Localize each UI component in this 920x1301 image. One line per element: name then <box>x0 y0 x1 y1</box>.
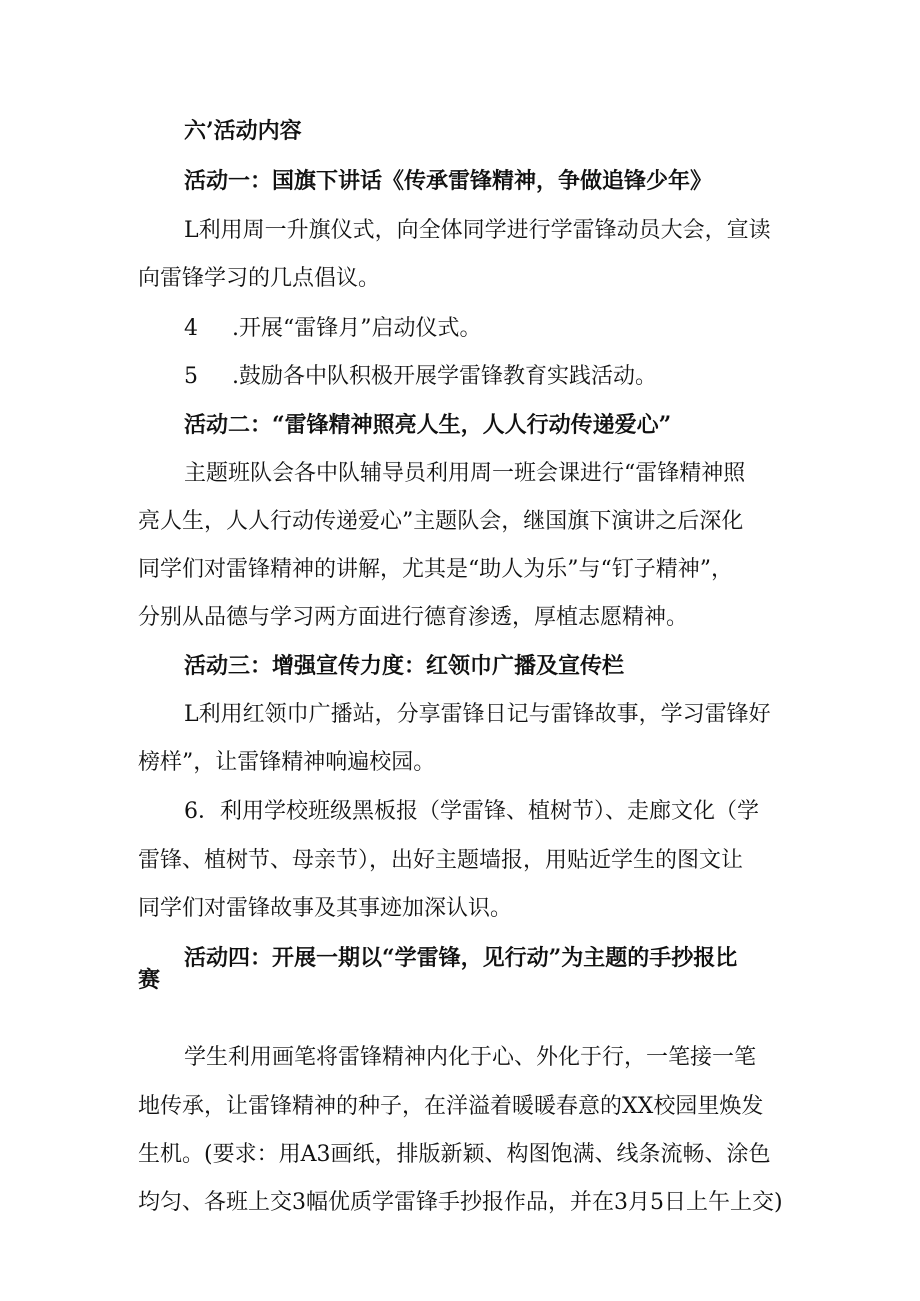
activity3-paragraph-line: 榜样”，让雷锋精神响遍校园。 <box>138 750 436 775</box>
activity3-paragraph-line: L利用红领巾广播站，分享雷锋日记与雷锋故事，学习雷锋好 <box>184 702 771 727</box>
activity4-heading-continued: 赛 <box>138 967 161 993</box>
activity4-heading: 活动四：开展一期以“学雷锋，见行动”为主题的手抄报比 <box>184 945 738 971</box>
activity3-paragraph-line: 雷锋、植树节、母亲节），出好主题墙报，用贴近学生的图文让 <box>138 848 744 873</box>
activity4-paragraph-line: 均匀、各班上交3幅优质学雷锋手抄报作品，并在3月5日上午上交) <box>138 1190 783 1215</box>
activity2-paragraph-line: 亮人生，人人行动传递爱心”主题队会，继国旗下演讲之后深化 <box>138 509 744 534</box>
item-text: .鼓励各中队积极开展学雷锋教育实践活动。 <box>232 364 657 389</box>
section-title: 六’活动内容 <box>184 118 302 144</box>
item-text: .开展“雷锋月”启动仪式。 <box>232 316 482 341</box>
activity1-heading: 活动一：国旗下讲话《传承雷锋精神，争做追锋少年》 <box>184 168 713 194</box>
activity1-item-5 <box>184 362 657 392</box>
activity3-heading: 活动三：增强宣传力度：红领巾广播及宣传栏 <box>184 653 625 679</box>
activity2-paragraph-line: 同学们对雷锋精神的讲解，尤其是“助人为乐”与“钉子精神”， <box>138 557 733 582</box>
activity3-paragraph-line: 同学们对雷锋故事及其事迹加深认识。 <box>138 896 513 921</box>
activity2-paragraph-line: 主题班队会各中队辅导员利用周一班会课进行“雷锋精神照 <box>184 461 746 486</box>
activity3-paragraph-line: 6．利用学校班级黑板报（学雷锋、植树节）、走廊文化（学 <box>184 799 759 824</box>
activity4-paragraph-line: 学生利用画笔将雷锋精神内化于心、外化于行，一笔接一笔 <box>184 1045 757 1070</box>
item-number: 4 <box>184 316 198 341</box>
activity2-heading: 活动二：“雷锋精神照亮人生，人人行动传递爱心” <box>184 412 672 438</box>
activity1-paragraph-line: L利用周一升旗仪式，向全体同学进行学雷锋动员大会，宣读 <box>184 218 771 243</box>
activity4-paragraph-line: 生机。(要求：用A3画纸，排版新颖、构图饱满、线条流畅、涂色 <box>138 1142 771 1167</box>
activity1-paragraph-line: 向雷锋学习的几点倡议。 <box>138 266 381 291</box>
activity2-paragraph-line: 分别从品德与学习两方面进行德育渗透，厚植志愿精神。 <box>138 605 689 630</box>
activity1-item-4 <box>184 314 482 344</box>
item-number: 5 <box>184 364 198 389</box>
activity4-paragraph-line: 地传承，让雷锋精神的种子，在洋溢着暖暖春意的XX校园里焕发 <box>138 1094 764 1119</box>
